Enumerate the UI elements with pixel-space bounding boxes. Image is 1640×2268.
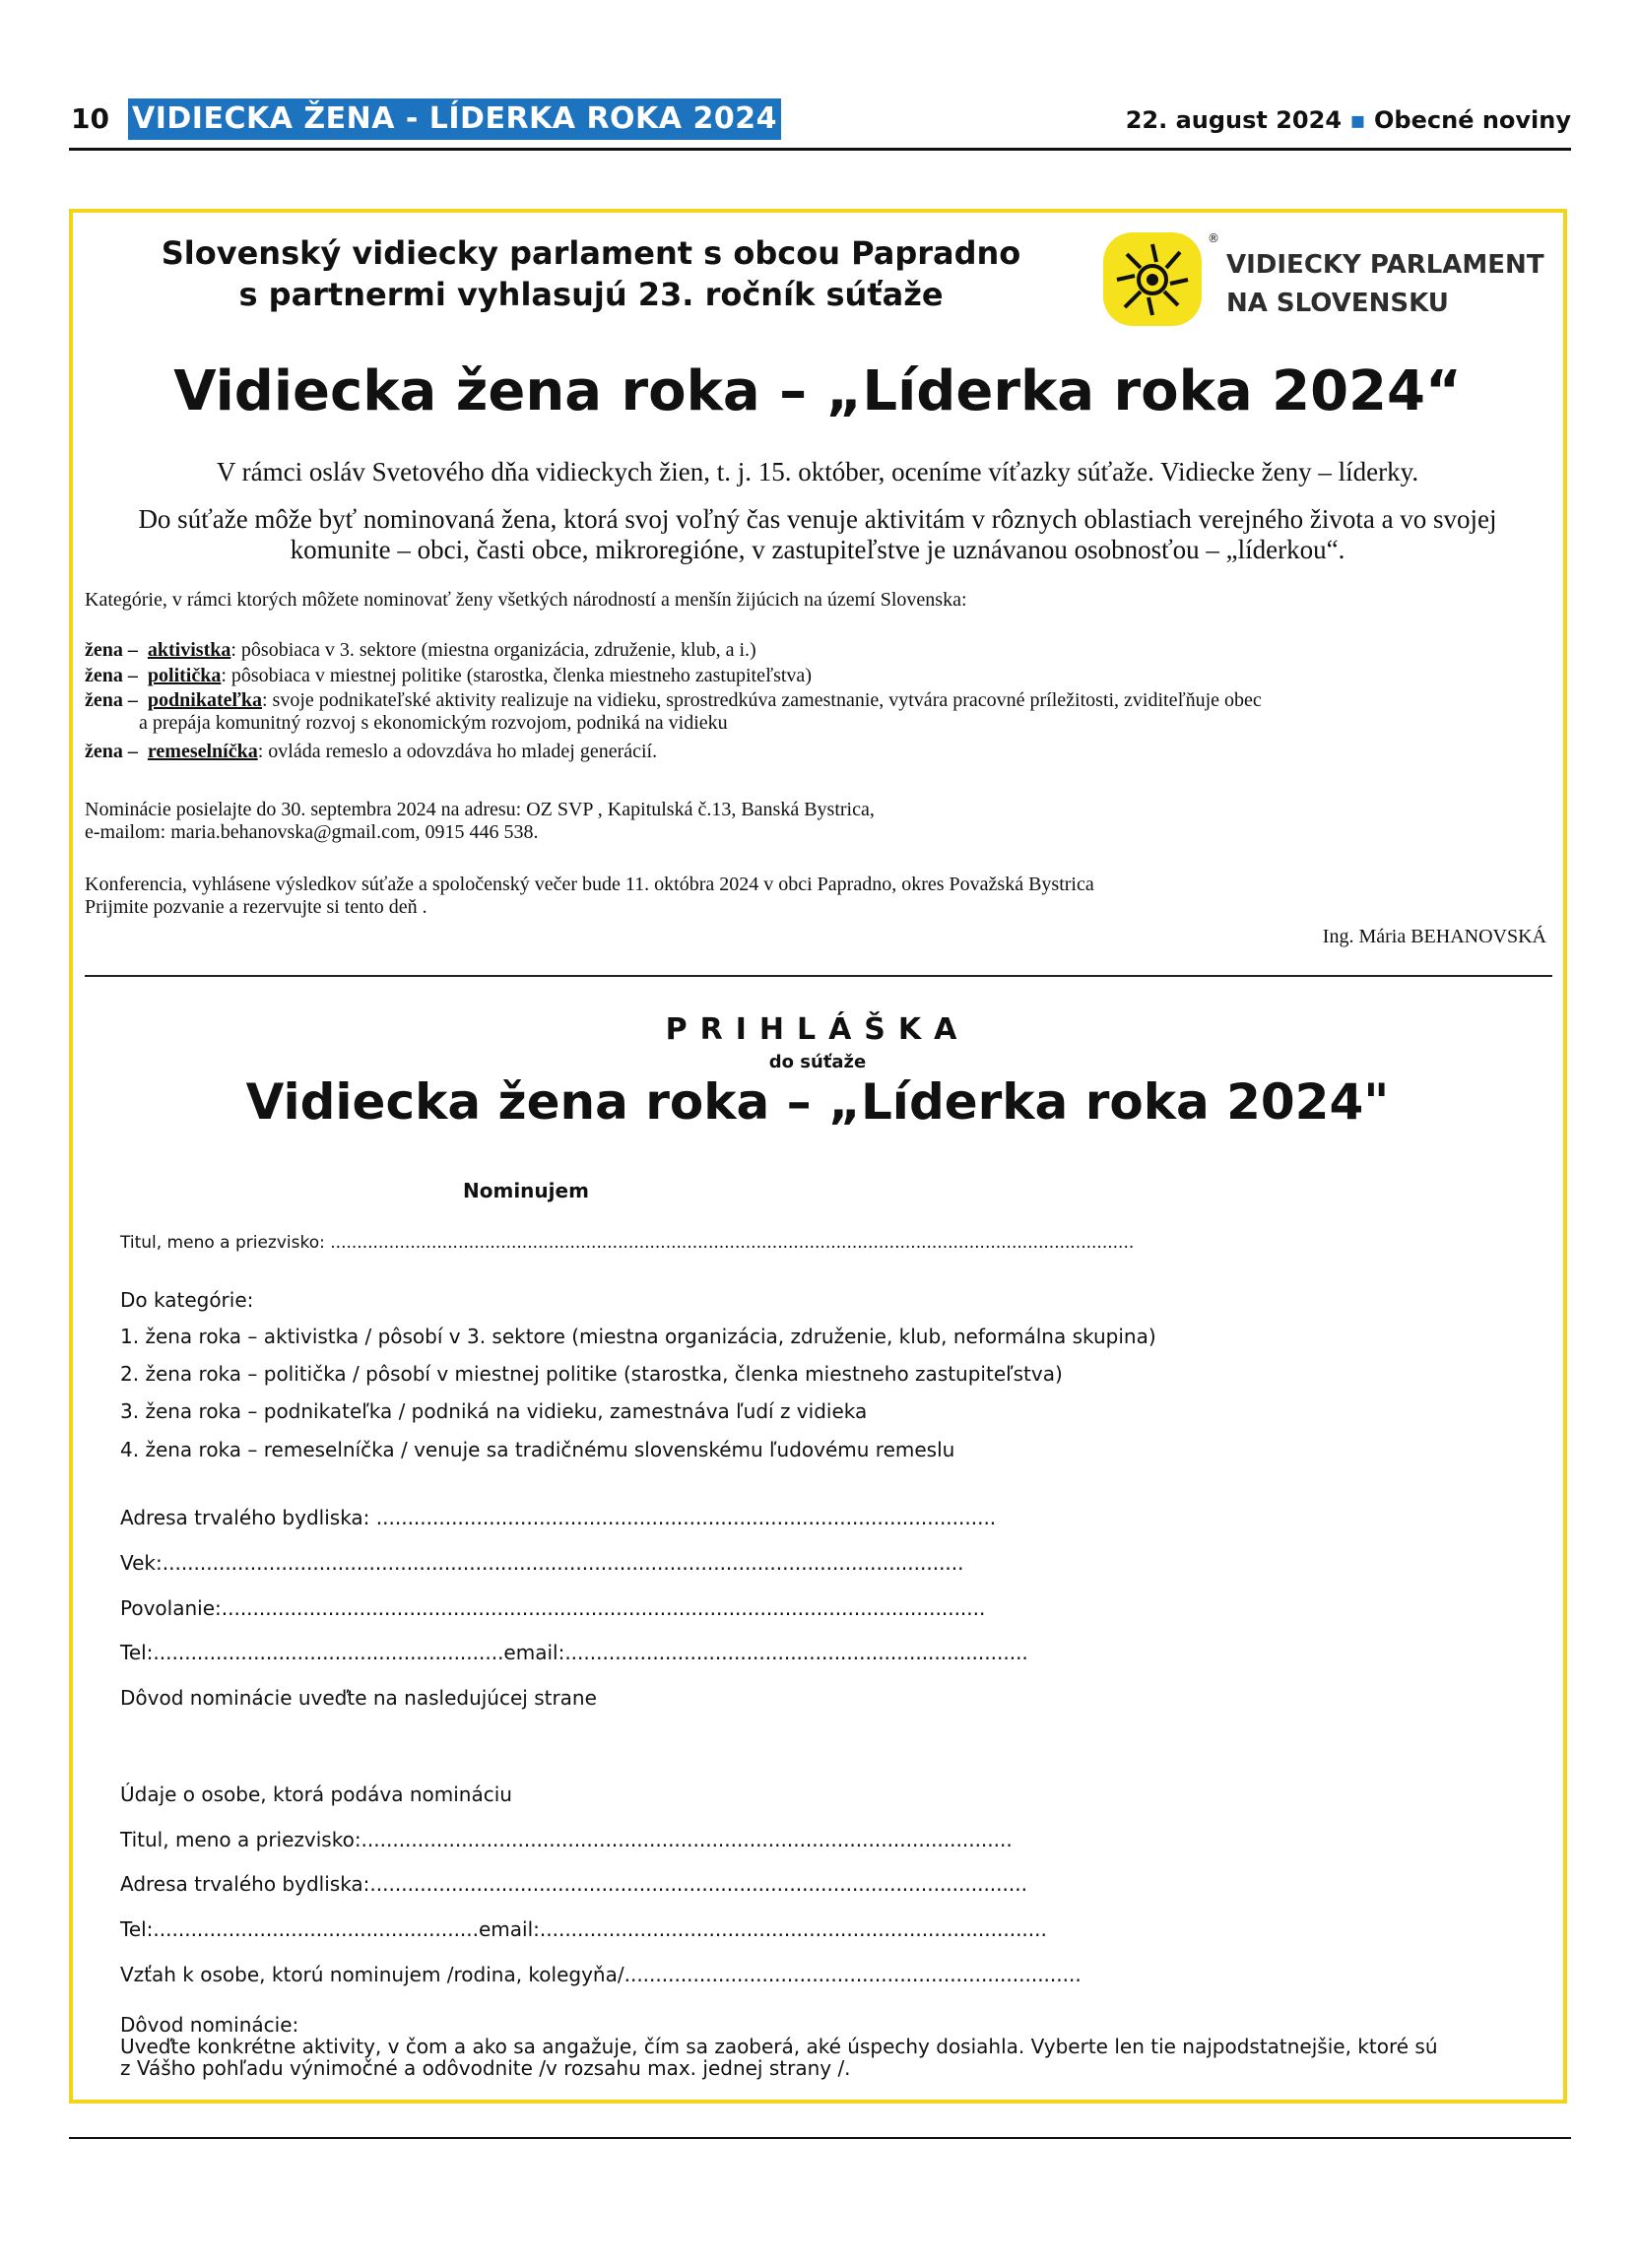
reason-text-line-1: Uveďte konkrétne aktivity, v čom a ako sa angažuje, čím sa zaoberá, aké úspechy dosiahla. Vyberte len tie najpodstatnejšie, ktoré sú [120, 2035, 1438, 2058]
category-option-1[interactable]: 1. žena roka – aktivistka / pôsobí v 3. sektore (miestna organizácia, združenie, klub, neformálna skupina) [120, 1325, 1156, 1348]
vidiecky-parlament-logo [1101, 227, 1219, 330]
category-keyword: podnikateľka [147, 689, 262, 711]
category-continuation: a prepája komunitný rozvoj s ekonomickým rozvojom, podniká na vidieku [139, 712, 728, 734]
conference-line-1: Konferencia, vyhlásene výsledkov súťaže a spoločenský večer bude 11. októbra 2024 v obci Papradno, okres Považská Bystrica [85, 874, 1094, 895]
header-rule [69, 148, 1571, 151]
nominee-name-field[interactable]: Titul, meno a priezvisko: ....................................................................................................................................................... [120, 1233, 1135, 1253]
category-item [85, 665, 1552, 687]
category-keyword: politička [147, 665, 222, 686]
eligibility-line-2: komunite – obci, časti obce, mikroregióne, v zastupiteľstve je uznávanou osobnosťou – „líderkou“. [290, 535, 1345, 564]
footer-rule [69, 2137, 1571, 2139]
category-keyword: remeselníčka [147, 741, 258, 762]
logo-text-line-1: VIDIECKY PARLAMENT [1226, 250, 1544, 280]
form-heading: PRIHLÁŠKA [665, 1012, 970, 1047]
category-option-3[interactable]: 3. žena roka – podnikateľka / podniká na vidieku, zamestnáva ľudí z vidieka [120, 1399, 868, 1423]
separator: ▪ [1349, 106, 1366, 134]
category-option-4[interactable]: 4. žena roka – remeselníčka / venuje sa tradičnému slovenskému ľudovému remeslu [120, 1438, 955, 1461]
reason-text-line-2: z Vášho pohľadu výnimočné a odôvodnite /v rozsahu max. jednej strany /. [120, 2056, 851, 2080]
announcement-title: Vidiecka žena roka – „Líderka roka 2024“ [173, 359, 1462, 423]
eligibility-line-1: Do súťaže môže byť nominovaná žena, ktorá svoj voľný čas venuje aktivitám v rôznych oblastiach verejného života a vo svojej [138, 504, 1497, 534]
nominator-name-field[interactable]: Titul, meno a priezvisko:........................................................................................................ [120, 1828, 1013, 1851]
category-text: : pôsobiaca v miestnej politike (starostka, členka miestneho zastupiteľstva) [221, 665, 812, 686]
intro-line-2: s partnermi vyhlasujú 23. ročník súťaže [238, 276, 944, 313]
intro-line-1: Slovenský vidiecky parlament s obcou Papradno [161, 234, 1021, 272]
intro-paragraph: V rámci osláv Svetového dňa vidieckych žien, t. j. 15. október, oceníme víťazky súťaže. Vidiecke ženy – líderky. [216, 457, 1419, 486]
publication-name: Obecné noviny [1374, 106, 1571, 134]
nominations-info [85, 799, 1552, 844]
nominations-line-2: e-mailom: maria.behanovska@gmail.com, 0915 446 538. [85, 821, 539, 843]
category-text: : svoje podnikateľské aktivity realizuje na vidieku, sprostredkúva zamestnanie, vytvára pracovné príležitosti, zviditeľňuje obec [261, 689, 1262, 711]
reason-heading: Dôvod nominácie: [120, 2013, 299, 2037]
category-prefix: žena – [85, 689, 138, 711]
issue-date: 22. august 2024 [1125, 106, 1343, 134]
categories-intro: Kategórie, v rámci ktorých môžete nominovať ženy všetkých národností a menšín žijúcich na území Slovenska: [85, 589, 967, 611]
nominations-line-1: Nominácie posielajte do 30. septembra 2024 na adresu: OZ SVP , Kapitulská č.13, Banská Bystrica, [85, 799, 875, 820]
page-number: 10 [71, 102, 109, 135]
age-field[interactable]: Vek:................................................................................................................................ [120, 1551, 964, 1575]
category-label: Do kategórie: [120, 1288, 254, 1312]
occupation-field[interactable]: Povolanie:.......................................................................................................................... [120, 1596, 986, 1620]
category-keyword: aktivistka [147, 639, 231, 661]
section-divider [85, 975, 1552, 977]
conference-info [85, 874, 1552, 919]
section-title: VIDIECKA ŽENA - LÍDERKA ROKA 2024 [128, 98, 781, 140]
logo-text-line-2: NA SLOVENSKU [1226, 289, 1449, 318]
nominator-phone-email-field[interactable]: Tel:....................................................email:................................................................................. [120, 1917, 1047, 1941]
category-option-2[interactable]: 2. žena roka – politička / pôsobí v miestnej politike (starostka, členka miestneho zastupiteľstva) [120, 1362, 1063, 1386]
category-item [85, 741, 1552, 763]
category-prefix: žena – [85, 665, 138, 686]
reason-note: Dôvod nominácie uveďte na nasledujúcej strane [120, 1686, 597, 1710]
relation-field[interactable]: Vzťah k osobe, ktorú nominujem /rodina, kolegyňa/......................................................................... [120, 1963, 1082, 1986]
nominator-heading: Údaje o osobe, ktorá podáva nomináciu [120, 1782, 512, 1806]
form-subheading: do súťaže [768, 1052, 867, 1072]
eligibility-paragraph [79, 504, 1556, 565]
registered-mark: ® [1208, 231, 1219, 245]
logo-text [1226, 246, 1544, 323]
phone-email-field[interactable]: Tel:........................................................email:.......................................................................... [120, 1641, 1028, 1664]
category-text: : pôsobiaca v 3. sektore (miestna organizácia, združenie, klub, a i.) [230, 639, 756, 661]
announcement-frame [69, 209, 1567, 2104]
category-item [85, 639, 1552, 662]
form-title: Vidiecka žena roka – „Líderka roka 2024" [245, 1073, 1390, 1131]
nominator-address-field[interactable]: Adresa trvalého bydliska:......................................................................................................... [120, 1872, 1027, 1896]
conference-line-2: Prijmite pozvanie a rezervujte si tento deň . [85, 896, 427, 918]
category-prefix: žena – [85, 741, 138, 762]
signature: Ing. Mária BEHANOVSKÁ [1322, 926, 1546, 947]
category-prefix: žena – [85, 639, 138, 661]
reason-block [120, 2014, 1438, 2079]
intro-text [118, 232, 1064, 315]
category-text: : ovláda remeslo a odovzdáva ho mladej generácií. [257, 741, 658, 762]
issue-info [1126, 106, 1571, 134]
nominujem-label: Nominujem [463, 1179, 589, 1202]
address-field[interactable]: Adresa trvalého bydliska: ................................................................................................... [120, 1506, 997, 1529]
category-item [85, 689, 1552, 735]
